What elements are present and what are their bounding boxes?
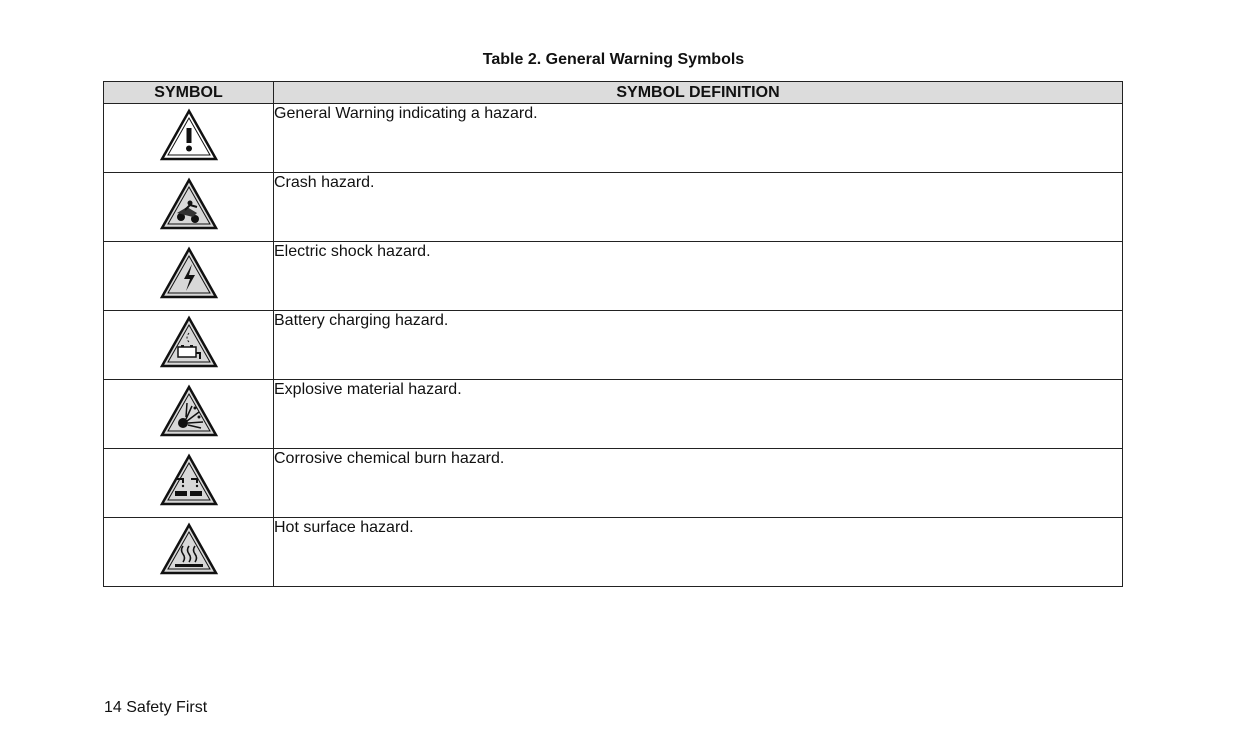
table-row: [104, 380, 1123, 449]
definition-column-header: SYMBOL DEFINITION: [274, 82, 1123, 104]
definition-cell: Battery charging hazard.: [274, 311, 1123, 380]
table-row: [104, 449, 1123, 518]
corrosive-chemical-icon: [159, 453, 219, 507]
explosive-material-icon: [159, 384, 219, 438]
table-row: [104, 518, 1123, 587]
table-header-row: [104, 82, 1123, 104]
table-row: [104, 311, 1123, 380]
warning-symbols-table: [103, 81, 1123, 587]
symbol-cell: [104, 380, 274, 449]
symbol-cell: [104, 242, 274, 311]
hot-surface-icon: [159, 522, 219, 576]
table-row: [104, 104, 1123, 173]
symbol-cell: [104, 173, 274, 242]
table-row: [104, 242, 1123, 311]
definition-cell: Explosive material hazard.: [274, 380, 1123, 449]
definition-cell: Electric shock hazard.: [274, 242, 1123, 311]
electric-shock-icon: [159, 246, 219, 300]
symbol-cell: [104, 104, 274, 173]
table-row: [104, 173, 1123, 242]
symbol-cell: [104, 311, 274, 380]
page-footer: 14 Safety First: [104, 699, 208, 716]
symbol-cell: [104, 449, 274, 518]
general-warning-icon: [159, 108, 219, 162]
definition-cell: Hot surface hazard.: [274, 518, 1123, 587]
symbol-cell: [104, 518, 274, 587]
table-caption: Table 2. General Warning Symbols: [482, 51, 745, 68]
symbol-column-header: SYMBOL: [104, 82, 274, 104]
crash-hazard-icon: [159, 177, 219, 231]
definition-cell: Corrosive chemical burn hazard.: [274, 449, 1123, 518]
definition-cell: Crash hazard.: [274, 173, 1123, 242]
definition-cell: General Warning indicating a hazard.: [274, 104, 1123, 173]
battery-charging-icon: [159, 315, 219, 369]
